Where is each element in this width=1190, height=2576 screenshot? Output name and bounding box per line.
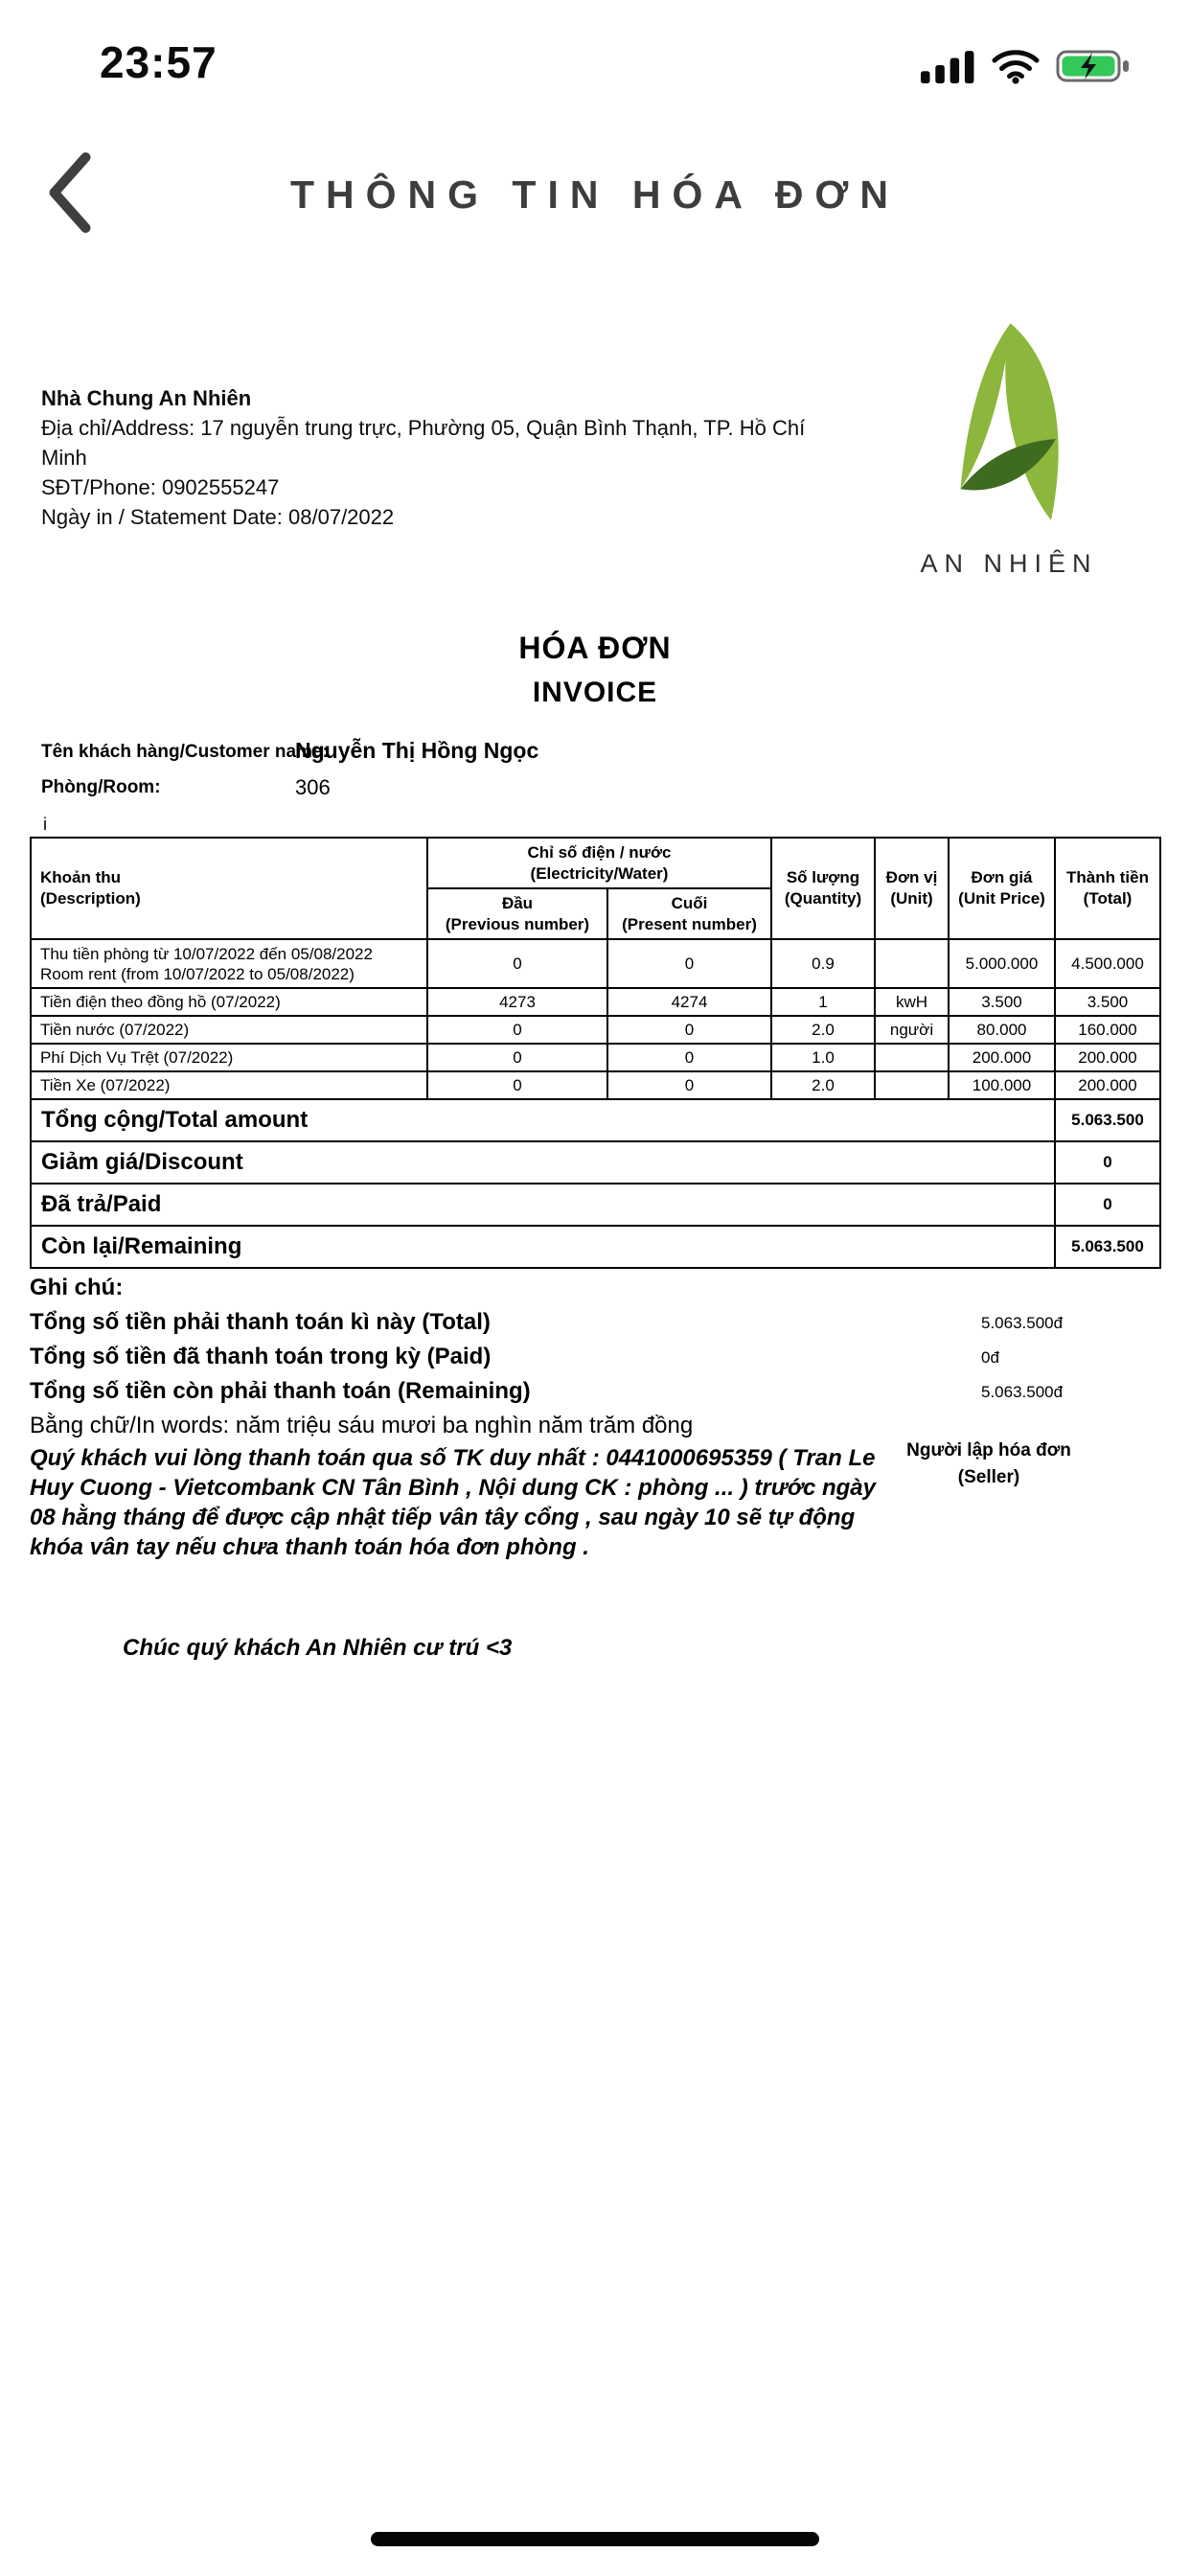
page-title: THÔNG TIN HÓA ĐƠN — [289, 172, 901, 217]
statement-date: Ngày in / Statement Date: 08/07/2022 — [41, 505, 395, 529]
col-header-total: Thành tiền (Total) — [1055, 838, 1160, 939]
col-header-previous: Đầu (Previous number) — [427, 888, 607, 939]
seller-block — [893, 1438, 1085, 1491]
customer-info — [41, 738, 1143, 834]
note-remaining-amount: 5.063.500đ — [981, 1383, 1064, 1401]
col-header-unit-price: Đơn giá (Unit Price) — [949, 838, 1055, 939]
leaf-logo-icon — [907, 524, 1110, 540]
seller-label-vi: Người lập hóa đơn — [906, 1440, 1071, 1460]
note-line-total: Tổng số tiền phải thanh toán kì này (Total) 5.063.500đ — [30, 1309, 1064, 1335]
col-header-quantity: Số lượng (Quantity) — [771, 838, 875, 939]
wifi-icon — [990, 48, 1041, 89]
notes-section — [30, 1271, 1160, 1443]
col-header-description: Khoản thu (Description) — [31, 838, 427, 939]
table-row: Tiền Xe (07/2022) 0 0 2.0 100.000 200.000 — [31, 1071, 1160, 1099]
note-total-amount: 5.063.500đ — [981, 1314, 1064, 1332]
invoice-table — [30, 837, 1161, 1269]
summary-row-total: Tổng cộng/Total amount 5.063.500 — [31, 1099, 1160, 1141]
company-name: Nhà Chung An Nhiên — [41, 386, 252, 410]
stray-char: i — [43, 815, 47, 834]
table-row: Thu tiền phòng từ 10/07/2022 đến 05/08/2022 Room rent (from 10/07/2022 to 05/08/2022) 0 0 0.9 5.000.000 4.500.000 — [31, 939, 1160, 988]
table-row: Phí Dịch Vụ Trệt (07/2022) 0 0 1.0 200.000 200.000 — [31, 1044, 1160, 1071]
note-line-remaining: Tổng số tiền còn phải thanh toán (Remaining) 5.063.500đ — [30, 1378, 1064, 1404]
company-info — [41, 383, 851, 532]
col-header-unit: Đơn vị (Unit) — [875, 838, 949, 939]
table-row: Tiền nước (07/2022) 0 0 2.0 người 80.000 160.000 — [31, 1016, 1160, 1044]
amount-in-words: Bằng chữ/In words: năm triệu sáu mươi ba nghìn năm trăm đồng — [30, 1413, 694, 1438]
note-paid-amount: 0đ — [981, 1348, 999, 1367]
col-header-meter: Chỉ số điện / nước (Electricity/Water) — [427, 838, 771, 888]
customer-name-label: Tên khách hàng/Customer name: — [41, 742, 329, 762]
room-label: Phòng/Room: — [41, 777, 161, 797]
logo-wordmark: AN NHIÊN — [920, 549, 1098, 578]
closing-wish: Chúc quý khách An Nhiên cư trú <3 — [123, 1635, 513, 1661]
battery-charging-icon — [1056, 48, 1136, 89]
payment-instructions: Quý khách vui lòng thanh toán qua số TK duy nhất : 0441000695359 ( Tran Le Huy Cuong - Vietcombank CN Tân Bình , Nội dung CK : phòng ... ) trước ngày 08 hằng tháng để được cập nhật tiếp vân tây cổng , sau ngày 10 sẽ tự động khóa vân tay nếu chưa thanh toán hóa đơn phòng . — [30, 1445, 876, 1560]
summary-row-discount: Giảm giá/Discount 0 — [31, 1141, 1160, 1184]
seller-label-en: (Seller) — [957, 1467, 1020, 1487]
status-icons — [921, 48, 1136, 88]
signal-bars-icon — [921, 49, 975, 88]
summary-row-remaining: Còn lại/Remaining 5.063.500 — [31, 1226, 1160, 1268]
home-indicator[interactable] — [371, 2532, 819, 2546]
table-row: Tiền điện theo đồng hồ (07/2022) 4273 4274 1 kwH 3.500 3.500 — [31, 988, 1160, 1016]
room-value: 306 — [295, 775, 331, 799]
customer-name-value: Nguyễn Thị Hồng Ngọc — [295, 738, 539, 763]
invoice-title-vi: HÓA ĐƠN — [518, 631, 672, 665]
company-phone: SĐT/Phone: 0902555247 — [41, 475, 280, 499]
notes-title: Ghi chú: — [30, 1275, 124, 1300]
company-address: Địa chỉ/Address: 17 nguyễn trung trực, Phường 05, Quận Bình Thạnh, TP. Hồ Chí Minh — [41, 416, 806, 470]
note-line-paid: Tổng số tiền đã thanh toán trong kỳ (Paid) 0đ — [30, 1344, 999, 1369]
company-logo — [899, 316, 1119, 579]
invoice-title-en: INVOICE — [532, 677, 658, 708]
col-header-present: Cuối (Present number) — [607, 888, 771, 939]
invoice-title — [0, 631, 1190, 709]
status-time: 23:57 — [100, 37, 217, 87]
summary-row-paid: Đã trả/Paid 0 — [31, 1184, 1160, 1226]
chevron-left-icon — [42, 221, 96, 238]
